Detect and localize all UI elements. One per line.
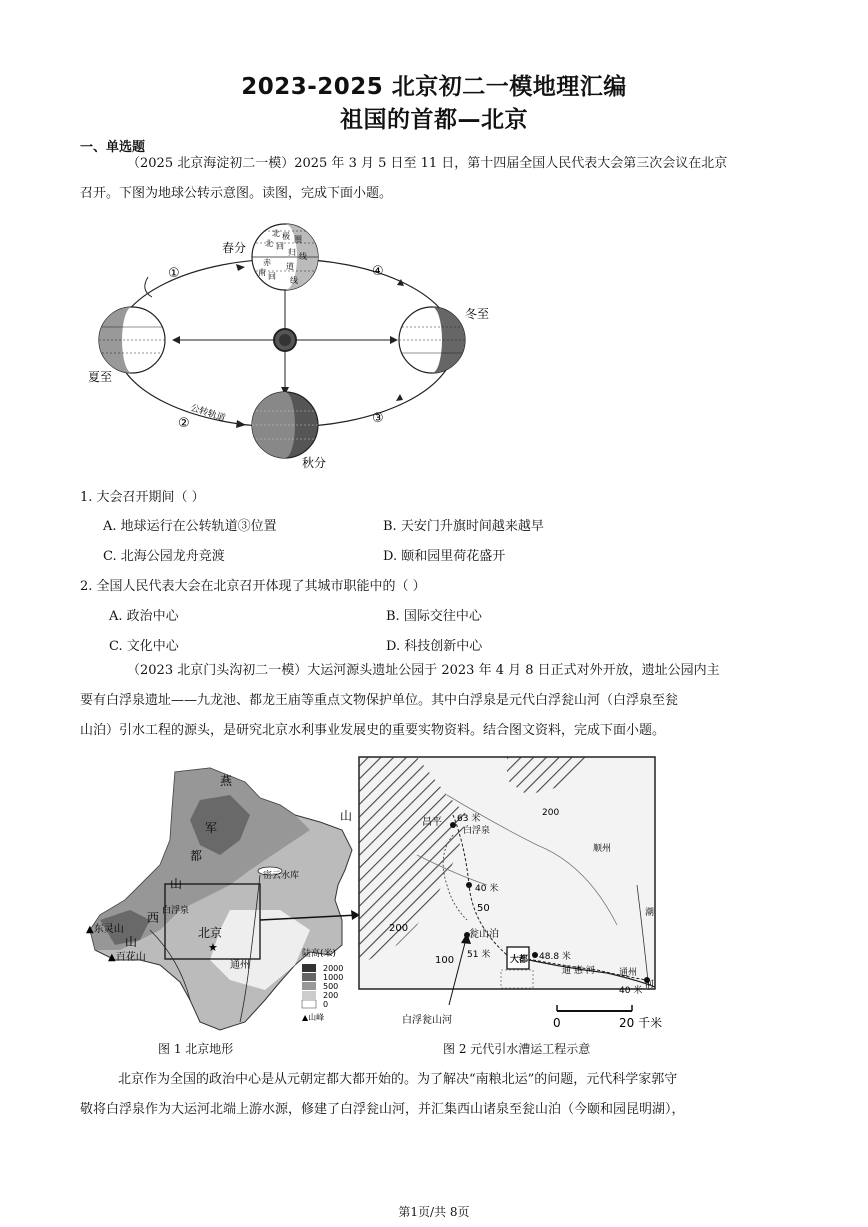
globe-label: 北	[265, 239, 273, 248]
map1-label-baifu: 白浮泉	[162, 906, 190, 916]
page-footer: 第1页/共 8页	[398, 1205, 470, 1219]
map1-label-tongzhou: 通州	[230, 960, 250, 971]
map2-label-contour-200: 200	[389, 923, 409, 934]
body-line1: 北京作为全国的政治中心是从元朝定都大都开始的。为了解决“南粮北运”的问题，元代科学家郭守	[118, 1072, 678, 1087]
intro2-line3: 山泊）引水工程的源头，是研究北京水利事业发展史的重要实物资料。结合图文资料，完成下面小题。	[80, 723, 666, 738]
map2-label-40m: 40 米	[619, 986, 643, 996]
capital-star-icon: ★	[208, 941, 218, 954]
globe-summer	[99, 307, 165, 373]
map1-label-xi: 西	[147, 911, 160, 925]
map1-label-baihua: ▲百花山	[108, 952, 146, 963]
question-1-option-c[interactable]: C. 北海公园龙舟竞渡	[103, 549, 225, 564]
globe-label: 北	[272, 229, 280, 238]
map2-label-contour-100: 100	[435, 955, 455, 966]
page-title: 2023-2025 北京初二一模地理汇编	[241, 74, 627, 100]
map2-label-contour-50: 50	[477, 903, 490, 914]
map2-label-wengshan: 瓮山泊	[469, 929, 499, 940]
label-pos2: ②	[178, 416, 190, 431]
map2-caption: 图 2 元代引水漕运工程示意	[443, 1042, 591, 1056]
globe-winter	[399, 307, 465, 373]
map2-label-chao: 潮	[645, 908, 655, 918]
map2-label-changping: 昌平	[422, 817, 442, 828]
intro1-line1: （2025 北京海淀初二一模）2025 年 3 月 5 日至 11 日，第十四届全国人民代表大会第三次会议在北京	[127, 156, 728, 171]
orbit-diagram	[80, 215, 500, 475]
map2-label-dadu: 大都	[510, 955, 529, 965]
question-2-option-b[interactable]: B. 国际交往中心	[386, 609, 482, 624]
map-beijing-terrain	[80, 760, 365, 1060]
label-pos3: ③	[372, 411, 384, 426]
globe-label: 圈	[294, 235, 302, 244]
intro1-line2: 召开。下图为地球公转示意图。读图，完成下面小题。	[80, 186, 393, 201]
map1-caption: 图 1 北京地形	[158, 1042, 234, 1056]
globe-label: 线	[299, 252, 307, 261]
label-pos4: ④	[372, 264, 384, 279]
legend-title: 陆高(米)	[302, 949, 337, 959]
map1-label-dongling: ▲东灵山	[86, 924, 124, 935]
map2-label-baifuweng: 白浮瓮山河	[402, 1015, 452, 1026]
map1-label-miyun: 密云水库	[263, 871, 300, 881]
map1-label-shan: 山	[170, 877, 183, 891]
intro2-line2: 要有白浮泉遗址——九龙池、都龙王庙等重点文物保护单位。其中白浮泉是元代白浮瓮山河（白浮泉至瓮	[80, 693, 679, 708]
question-2-option-c[interactable]: C. 文化中心	[109, 639, 179, 654]
globe-label: 线	[290, 276, 298, 285]
question-2-option-d[interactable]: D. 科技创新中心	[386, 639, 483, 654]
globe-autumn	[252, 392, 318, 458]
globe-label: 南	[258, 268, 266, 277]
question-1-option-d[interactable]: D. 颐和园里荷花盛开	[383, 549, 506, 564]
globe-label: 回	[276, 242, 284, 251]
map2-label-40m: 40 米	[475, 884, 499, 894]
label-autumn: 秋分	[302, 456, 327, 470]
globe-label: 归	[288, 248, 296, 257]
globe-label: 回	[268, 272, 276, 281]
legend-value: 2000	[323, 964, 344, 973]
globe-label: 赤	[263, 258, 271, 267]
map1-label-beijing: 北京	[198, 926, 223, 940]
map2-label-baifu: 白浮泉	[463, 826, 491, 836]
label-pos1: ①	[168, 266, 180, 281]
globe-label: 道	[286, 262, 294, 271]
globe-label: 极	[282, 232, 290, 241]
body-line2: 敬将白浮泉作为大运河北端上游水源，修建了白浮瓮山河，并汇集西山诸泉至瓮山泊（今颐和园昆明湖），	[80, 1102, 685, 1117]
map-yuan-waterworks	[357, 755, 663, 1033]
question-1-option-b[interactable]: B. 天安门升旗时间越来越早	[383, 519, 544, 534]
map2-label-tongzhou: 通州	[619, 968, 638, 978]
section-heading: 一、单选题	[80, 140, 146, 155]
map1-label-shan: 山	[125, 935, 138, 949]
question-1-stem: 1. 大会召开期间（ ）	[80, 490, 205, 505]
legend-value: 0	[323, 1000, 329, 1009]
question-2-stem: 2. 全国人民代表大会在北京召开体现了其城市职能中的（ ）	[80, 579, 426, 594]
label-spring: 春分	[222, 241, 247, 255]
scale-zero: 0	[553, 1016, 561, 1030]
legend-value: 500	[323, 982, 339, 991]
label-winter: 冬至	[465, 307, 490, 321]
label-orbit: 公转轨道	[189, 403, 227, 424]
map2-label-he: 河	[645, 980, 655, 990]
map1-label-shan: 山	[340, 809, 353, 823]
label-summer: 夏至	[88, 370, 113, 384]
map2-label-contour-200: 200	[542, 808, 560, 818]
map2-label-48-8m: 48.8 米	[539, 952, 571, 962]
question-2-option-a[interactable]: A. 政治中心	[109, 609, 179, 624]
legend-value: 1000	[323, 973, 344, 982]
map2-label-63m: 63 米	[457, 814, 481, 824]
scale-20km: 20 千米	[619, 1016, 663, 1030]
map1-label-jun: 军	[205, 821, 218, 835]
legend-value: 200	[323, 991, 339, 1000]
page-subtitle: 祖国的首都—北京	[340, 107, 528, 133]
intro2-line1: （2023 北京门头沟初二一模）大运河源头遗址公园于 2023 年 4 月 8 日正式对外开放，遗址公园内主	[127, 663, 720, 678]
map2-label-shunzhou: 顺州	[593, 844, 612, 854]
map2-label-51m: 51 米	[467, 950, 491, 960]
map1-label-yan: 燕	[220, 774, 233, 788]
legend-peak: ▲山峰	[302, 1013, 325, 1022]
map2-label-tonghui: 通 惠 河	[562, 966, 595, 976]
question-1-option-a[interactable]: A. 地球运行在公转轨道③位置	[103, 519, 277, 534]
map1-label-du: 都	[190, 849, 203, 863]
